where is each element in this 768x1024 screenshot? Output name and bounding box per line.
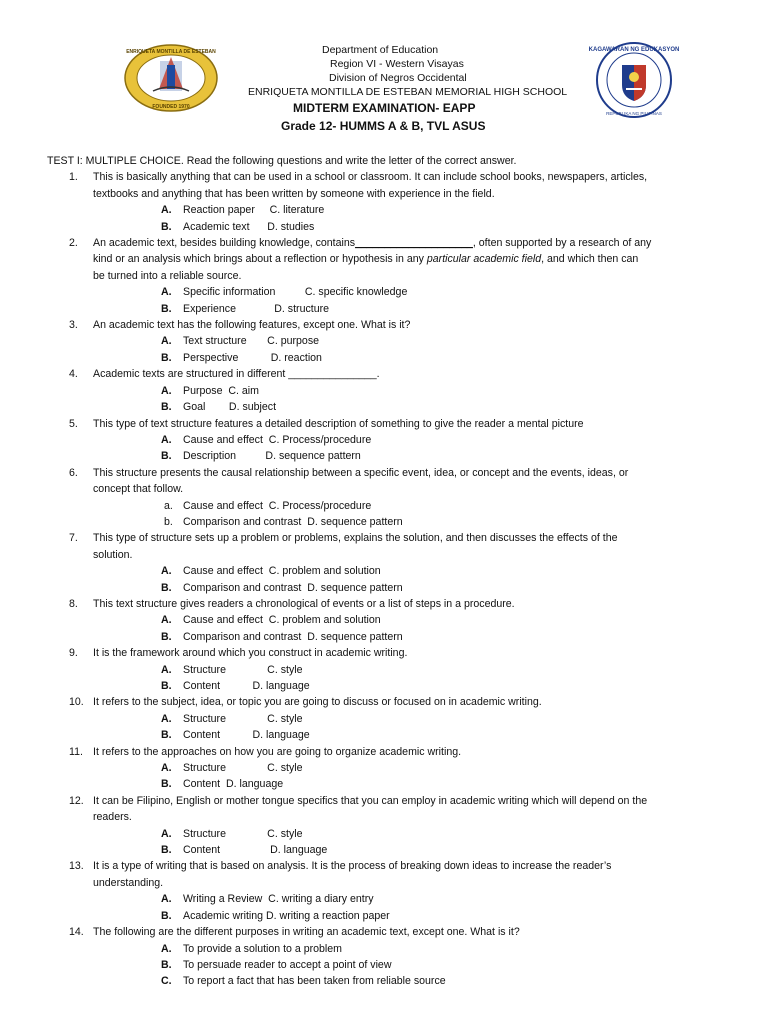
header-school: ENRIQUETA MONTILLA DE ESTEBAN MEMORIAL HIGH SCHOOL (248, 86, 568, 98)
question-number: 9. (69, 647, 78, 660)
question-text-line: readers. (93, 811, 132, 824)
option-text: Content D. language (183, 844, 328, 857)
option-letter: A. (161, 893, 172, 906)
question-text-line: textbooks and anything that has been written by someone with experience in the field. (93, 187, 495, 200)
question-item (47, 465, 727, 531)
option-text: Reaction paper C. literature (183, 204, 325, 217)
question-text-line: It is a type of writing that is based on analysis. It is the process of breaking down ideas to increase the reader’s (93, 860, 612, 873)
option-letter: B. (161, 729, 172, 742)
option-letter: A. (161, 384, 172, 397)
option-list (93, 432, 727, 465)
question-text-line: It refers to the subject, idea, or topic you are going to discuss or focused on in academic writing. (93, 696, 542, 709)
option-list (93, 498, 727, 531)
svg-text:KAGAWARAN NG EDUKASYON: KAGAWARAN NG EDUKASYON (588, 47, 680, 53)
option-text: Comparison and contrast D. sequence pattern (183, 581, 403, 594)
option-line (161, 399, 727, 415)
question-text: kind or an analysis which brings about a reflection or hypothesis in any (93, 253, 427, 266)
question-text-line: be turned into a reliable source. (93, 269, 242, 282)
option-list (93, 711, 727, 744)
option-line (161, 891, 727, 907)
option-text: Perspective D. reaction (183, 351, 322, 364)
option-line (161, 678, 727, 694)
option-list (93, 284, 727, 317)
option-letter: B. (161, 778, 172, 791)
option-list (93, 333, 727, 366)
option-list (93, 612, 727, 645)
option-text: Structure C. style (183, 712, 303, 725)
question-text-line: This type of structure sets up a problem or problems, explains the solution, and then discusses the effects of the (93, 532, 618, 545)
question-item (47, 645, 727, 694)
option-text: Text structure C. purpose (183, 335, 320, 348)
question-item (47, 416, 727, 465)
option-letter: B. (161, 351, 172, 364)
question-number: 3. (69, 319, 78, 332)
option-letter: B. (161, 401, 172, 414)
option-line (161, 301, 727, 317)
question-item (47, 694, 727, 743)
option-letter: A. (161, 942, 172, 955)
question-list (47, 169, 727, 989)
option-letter: a. (164, 499, 173, 512)
question-number: 14. (69, 926, 84, 939)
option-text: To report a fact that has been taken from reliable source (183, 975, 446, 988)
option-line (161, 432, 727, 448)
question-item (47, 235, 727, 317)
option-line (161, 350, 727, 366)
option-list (93, 826, 727, 859)
question-item (47, 530, 727, 596)
option-line (161, 973, 727, 989)
option-letter: A. (161, 663, 172, 676)
question-item (47, 924, 727, 990)
option-letter: A. (161, 614, 172, 627)
question-text: , and which then can (541, 253, 639, 266)
question-text: , often supported by a research of any (472, 237, 652, 250)
option-letter: A. (161, 335, 172, 348)
exam-body (47, 153, 727, 990)
option-letter: B. (161, 630, 172, 643)
option-list (93, 563, 727, 596)
question-text-line: understanding. (93, 876, 164, 889)
question-number: 4. (69, 368, 78, 381)
option-text: Structure C. style (183, 663, 303, 676)
answer-blank: ____________________ (355, 237, 473, 250)
question-text-line: This is basically anything that can be used in a school or classroom. It can include school books, newspapers, articles, (93, 171, 648, 184)
option-letter: B. (161, 220, 172, 233)
option-line (161, 711, 727, 727)
question-text-line: Academic texts are structured in different _______________. (93, 368, 380, 381)
question-number: 1. (69, 171, 78, 184)
option-letter: A. (161, 712, 172, 725)
option-letter: B. (161, 958, 172, 971)
option-text: Description D. sequence pattern (183, 450, 361, 463)
option-text: Comparison and contrast D. sequence pattern (183, 630, 403, 643)
option-text: Specific information C. specific knowledge (183, 286, 408, 299)
question-text-line: It is the framework around which you construct in academic writing. (93, 647, 408, 660)
question-text-line: This type of text structure features a detailed description of something to give the reader a mental picture (93, 417, 584, 430)
option-list (93, 891, 727, 924)
option-line (161, 727, 727, 743)
option-text: Goal D. subject (183, 401, 277, 414)
option-letter: C. (161, 975, 172, 988)
option-text: To provide a solution to a problem (183, 942, 342, 955)
option-line (161, 957, 727, 973)
option-line (161, 383, 727, 399)
option-line (161, 826, 727, 842)
option-text: Cause and effect C. problem and solution (183, 565, 381, 578)
option-line (161, 941, 727, 957)
question-item (47, 596, 727, 645)
question-text-line: concept that follow. (93, 483, 184, 496)
option-text: Cause and effect C. problem and solution (183, 614, 381, 627)
option-line (161, 662, 727, 678)
option-line (161, 219, 727, 235)
option-line (161, 580, 727, 596)
option-line (161, 448, 727, 464)
option-letter: B. (161, 581, 172, 594)
option-letter: B. (161, 680, 172, 692)
option-letter: B. (161, 302, 172, 315)
question-number: 11. (69, 745, 83, 758)
question-item (47, 169, 727, 235)
question-text-line: This structure presents the causal relationship between a specific event, idea, or concept and the events, ideas, or (93, 466, 629, 479)
option-line (161, 612, 727, 628)
question-item (47, 858, 727, 924)
option-text: Writing a Review C. writing a diary entry (183, 893, 374, 906)
question-text-italic: particular academic field (426, 253, 542, 266)
option-letter: A. (161, 204, 172, 217)
question-number: 6. (69, 466, 78, 479)
option-list (93, 202, 727, 235)
question-item (47, 744, 727, 793)
option-letter: A. (161, 827, 172, 840)
question-number: 13. (69, 860, 84, 873)
test-label: TEST I: (47, 155, 83, 167)
option-line (161, 202, 727, 218)
header-division: Division of Negros Occidental (329, 72, 467, 84)
option-text: Cause and effect C. Process/procedure (183, 499, 372, 512)
option-line (161, 284, 727, 300)
svg-text:REPUBLIKA NG PILIPINAS: REPUBLIKA NG PILIPINAS (606, 111, 662, 116)
option-line (161, 333, 727, 349)
question-text-line (93, 235, 727, 251)
svg-text:FOUNDED 1970: FOUNDED 1970 (152, 104, 190, 110)
option-line (161, 776, 727, 792)
option-letter: A. (161, 433, 172, 446)
option-letter: A. (161, 286, 172, 299)
option-letter: B. (161, 844, 172, 857)
deped-seal (588, 41, 680, 124)
option-letter: b. (164, 515, 173, 528)
option-list (93, 383, 727, 416)
option-text: Academic writing D. writing a reaction paper (183, 909, 390, 922)
question-text-line: The following are the different purposes in writing an academic text, except one. What is it? (93, 926, 520, 939)
option-line (161, 498, 727, 514)
question-number: 10. (69, 696, 84, 709)
question-number: 12. (69, 794, 84, 807)
option-letter: B. (161, 909, 172, 922)
svg-text:ENRIQUETA MONTILLA DE ESTEBAN: ENRIQUETA MONTILLA DE ESTEBAN (126, 49, 216, 55)
option-letter: A. (161, 565, 172, 578)
option-list (93, 760, 727, 793)
exam-subtitle: Grade 12- HUMMS A & B, TVL ASUS (281, 119, 486, 133)
exam-title: MIDTERM EXAMINATION- EAPP (293, 101, 476, 115)
question-text-line: solution. (93, 548, 133, 561)
option-text: Content D. language (183, 680, 310, 692)
header-region: Region VI - Western Visayas (330, 58, 464, 70)
option-text: Academic text D. studies (183, 220, 315, 233)
option-text: Experience D. structure (183, 302, 330, 315)
header-department: Department of Education (322, 44, 439, 56)
option-text: Cause and effect C. Process/procedure (183, 433, 372, 446)
option-text: Structure C. style (183, 827, 303, 840)
question-number: 7. (69, 532, 78, 545)
question-item (47, 317, 727, 366)
question-text-line: An academic text has the following features, except one. What is it? (93, 319, 411, 332)
question-text-line: This text structure gives readers a chronological of events or a list of steps in a procedure. (93, 597, 515, 610)
question-text: An academic text, besides building knowledge, contains (93, 237, 356, 250)
option-line (161, 908, 727, 924)
school-logo (123, 43, 219, 118)
question-text-line: It refers to the approaches on how you are going to organize academic writing. (93, 745, 462, 758)
question-number: 8. (69, 597, 78, 610)
option-text: Comparison and contrast D. sequence pattern (183, 515, 403, 528)
option-text: Content D. language (183, 729, 310, 742)
option-text: Structure C. style (183, 762, 303, 775)
question-item (47, 366, 727, 415)
option-line (161, 760, 727, 776)
question-text-line (93, 251, 727, 267)
option-letter: A. (161, 762, 172, 775)
option-text: Purpose C. aim (183, 384, 259, 397)
question-text-line: It can be Filipino, English or mother tongue specifics that you can employ in academic writing which will depend on the (93, 794, 648, 807)
option-text: To persuade reader to accept a point of view (183, 958, 392, 971)
test-instruction: MULTIPLE CHOICE. Read the following questions and write the letter of the correct answer. (85, 155, 517, 167)
option-line (161, 563, 727, 579)
option-text: Content D. language (183, 778, 284, 791)
option-list (93, 662, 727, 695)
option-line (161, 842, 727, 858)
question-item (47, 793, 727, 859)
question-number: 2. (69, 237, 78, 250)
option-line (161, 629, 727, 645)
option-letter: B. (161, 450, 172, 463)
option-line (161, 514, 727, 530)
option-list (93, 941, 727, 990)
question-number: 5. (69, 417, 78, 430)
test-heading (47, 153, 727, 169)
